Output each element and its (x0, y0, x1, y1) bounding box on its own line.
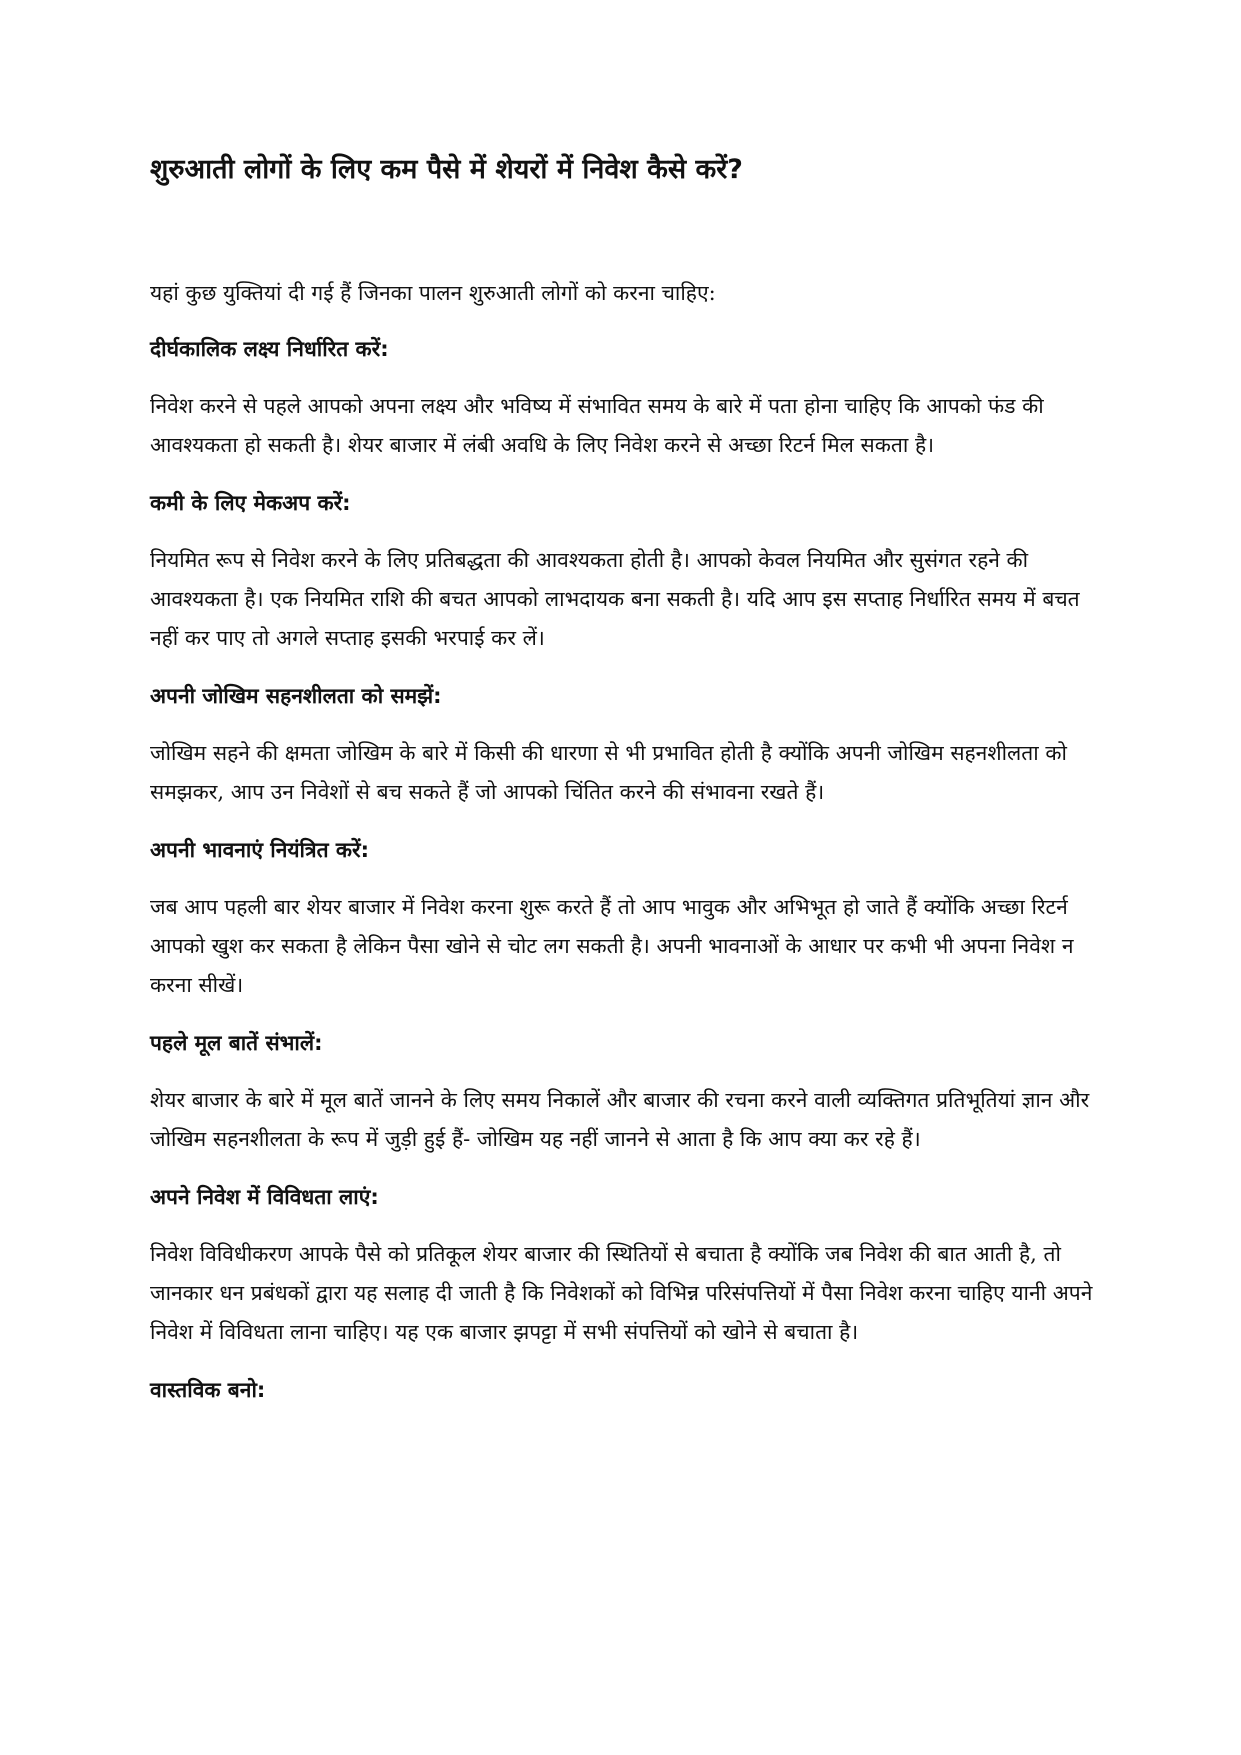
section-heading-diversify: अपने निवेश में विविधता लाएं: (150, 1185, 379, 1209)
section-body-control-emotions: जब आप पहली बार शेयर बाजार में निवेश करना शुरू करते हैं तो आप भावुक और अभिभूत हो जाते हैं क्योंकि अच्छा रिटर्न आपको खुश कर सकता है लेकिन पैसा खोने से चोट लग सकती है। अपनी भावनाओं के आधार पर कभी भी अपना निवेश न करना सीखें। (150, 895, 1074, 997)
section-heading-long-term-goals: दीर्घकालिक लक्ष्य निर्धारित करें: (150, 337, 389, 361)
section-heading-risk-tolerance: अपनी जोखिम सहनशीलता को समझें: (150, 684, 442, 708)
section-heading-be-realistic: वास्तविक बनो: (150, 1378, 266, 1402)
document-page (150, 150, 1096, 1428)
section-body-risk-tolerance: जोखिम सहने की क्षमता जोखिम के बारे में किसी की धारणा से भी प्रभावित होती है क्योंकि अपनी जोखिम सहनशीलता को समझकर, आप उन निवेशों से बच सकते हैं जो आपको चिंतित करने की संभावना रखते हैं। (150, 741, 1067, 804)
section-heading-make-up-shortfall: कमी के लिए मेकअप करें: (150, 491, 351, 515)
section-body-basics-first: शेयर बाजार के बारे में मूल बातें जानने के लिए समय निकालें और बाजार की रचना करने वाली व्यक्तिगत प्रतिभूतियां ज्ञान और जोखिम सहनशीलता के रूप में जुड़ी हुई हैं- जोखिम यह नहीं जानने से आता है कि आप क्या कर रहे हैं। (150, 1088, 1090, 1151)
section-body-make-up-shortfall: नियमित रूप से निवेश करने के लिए प्रतिबद्धता की आवश्यकता होती है। आपको केवल नियमित और सुसंगत रहने की आवश्यकता है। एक नियमित राशि की बचत आपको लाभदायक बना सकती है। यदि आप इस सप्ताह निर्धारित समय में बचत नहीं कर पाए तो अगले सप्ताह इसकी भरपाई कर लें। (150, 548, 1080, 650)
section-heading-basics-first: पहले मूल बातें संभालें: (150, 1031, 323, 1055)
section-heading-control-emotions: अपनी भावनाएं नियंत्रित करें: (150, 838, 369, 862)
section-body-long-term-goals: निवेश करने से पहले आपको अपना लक्ष्य और भविष्य में संभावित समय के बारे में पता होना चाहिए कि आपको फंड की आवश्यकता हो सकती है। शेयर बाजार में लंबी अवधि के लिए निवेश करने से अच्छा रिटर्न मिल सकता है। (150, 394, 1044, 457)
intro-paragraph: यहां कुछ युक्तियां दी गई हैं जिनका पालन शुरुआती लोगों को करना चाहिए: (150, 281, 716, 305)
section-body-diversify: निवेश विविधीकरण आपके पैसे को प्रतिकूल शेयर बाजार की स्थितियों से बचाता है क्योंकि जब निवेश की बात आती है, तो जानकार धन प्रबंधकों द्वारा यह सलाह दी जाती है कि निवेशकों को विभिन्न परिसंपत्तियों में पैसा निवेश करना चाहिए यानी अपने निवेश में विविधता लाना चाहिए। यह एक बाजार झपट्टा में सभी संपत्तियों को खोने से बचाता है। (150, 1242, 1093, 1344)
page-title: शुरुआती लोगों के लिए कम पैसे में शेयरों में निवेश कैसे करें? (150, 154, 743, 185)
